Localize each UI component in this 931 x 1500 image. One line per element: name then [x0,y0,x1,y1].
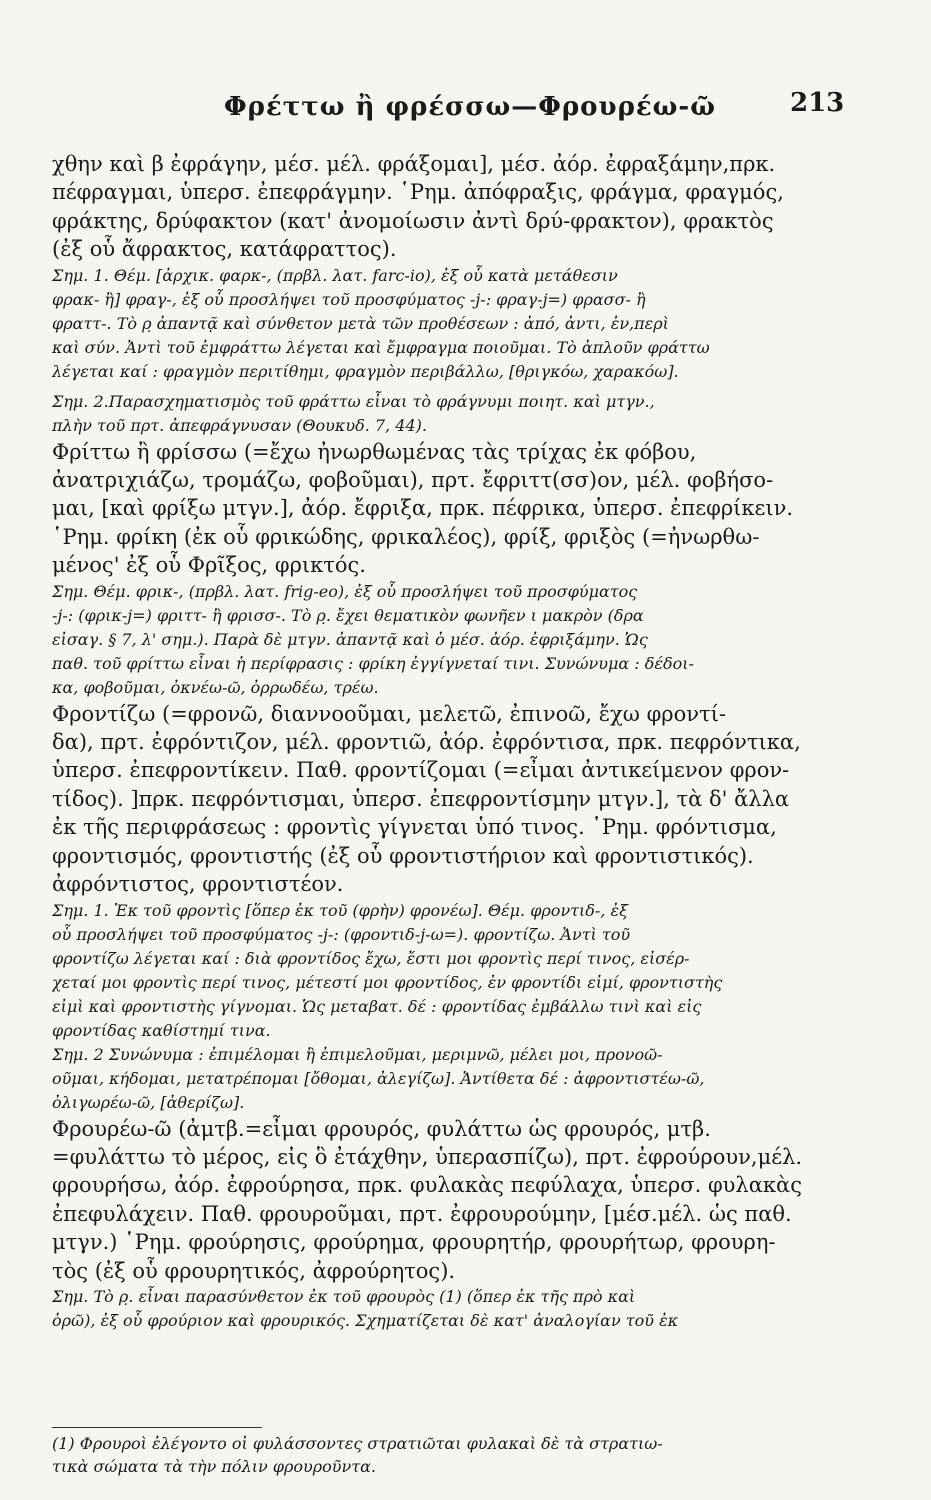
text-line: Φρίττω ἢ φρίσσω (=ἔχω ἠνωρθωμένας τὰς τρίχας ἐκ φόβου, [52,439,697,464]
note-line: Σημ. 1. Ἐκ τοῦ φροντὶς [ὅπερ ἐκ τοῦ (φρὴν) φρονέω]. Θέμ. φροντιδ-, ἐξ [52,900,628,920]
note-line: οῦμαι, κήδομαι, μετατρέπομαι [ὄθομαι, ἀλεγίζω]. Ἀντίθετα δέ : ἀφροντιστέω-ῶ, [52,1068,705,1088]
text-line: τίδος). ]πρκ. πεφρόντισμαι, ὑπερσ. ἐπεφροντίσμην μτγν.], τὰ δ' ἄλλα [52,786,790,811]
note-line: φραττ-. Τὸ ρ̣ ἀπαντᾷ καὶ σύνθετον μετὰ τῶν προθέσεων : ἀπό, ἀντι, ἐν,περὶ [52,313,669,333]
note-line: λέγεται καί : φραγμὸν περιτίθημι, φραγμὸν περιβάλλω, [θριγκόω, χαρακόω]. [52,361,679,381]
text-line: μαι, [καὶ φρίξω μτγν.], ἀόρ. ἔφριξα, πρκ. πέφρικα, ὑπερσ. ἐπεφρίκειν. [52,496,794,521]
footnote [52,1432,860,1478]
note-line: ὀλιγωρέω-ῶ, [ἀθερίζω]. [52,1092,245,1112]
text-line: μτγν.) ῾Ρημ. φρούρησις, φρούρημα, φρουρητήρ, φρουρήτωρ, φρουρη- [52,1230,776,1255]
text-line: τὸς (ἐξ οὗ φρουρητικός, ἀφρούρητος). [52,1258,456,1283]
text-line: πέφραγμαι, ὑπερσ. ἐπεφράγμην. ῾Ρημ. ἀπόφραξις, φράγμα, φραγμός, [52,180,784,205]
text-line: ἀνατριχιάζω, τρομάζω, φοβοῦμαι), πρτ. ἔφριττ(σσ)ον, μέλ. φοβήσο- [52,468,774,493]
text-line: φροντισμός, φροντιστής (ἐξ οὗ φροντιστήριον καὶ φροντιστικός). [52,843,754,868]
note-line: καὶ σύν. Ἀντὶ τοῦ ἐμφράττω λέγεται καὶ ἔμφραγμα ποιοῦμαι. Τὸ ἁπλοῦν φράττω [52,337,710,357]
note-line: πλὴν τοῦ πρτ. ἀπεφράγνυσαν (Θουκυδ. 7, 44). [52,415,427,435]
note-line: φροντίδας καθίστημί τινα. [52,1020,271,1040]
footnote-rule [52,1427,262,1428]
note-line: Σημ. Τὸ ρ̣. εἶναι παρασύνθετον ἐκ τοῦ φρουρὸς (1) (ὅπερ ἐκ τῆς πρὸ καὶ [52,1286,636,1306]
note-line: εἰσαγ. § 7, λ' σημ.). Παρὰ δὲ μτγν. ἀπαντᾷ καὶ ὁ μέσ. ἀόρ. ἐφριξάμην. Ὡς [52,629,648,649]
text-line: ἐκ τῆς περιφράσεως : φροντὶς γίγνεται ὑπό τινος. ῾Ρημ. φρόντισμα, [52,815,777,840]
note-line: ὁρῶ), ἐξ οὗ φρούριον καὶ φρουρικός. Σχηματίζεται δὲ κατ' ἀναλογίαν τοῦ ἐκ [52,1310,679,1330]
note-line: -j-: (φρικ-j=) φριττ- ἢ φρισσ-. Τὸ ρ̣. ἔχει θεματικὸν φωνῆεν ι μακρὸν (δρα [52,605,644,625]
note-line: φροντίζω λέγεται καί : διὰ φροντίδος ἔχω, ἔστι μοι φροντὶς περί τινος, εἰσέρ- [52,948,690,968]
text-line: ῾Ρημ. φρίκη (ἐκ οὗ φρικώδης, φρικαλέος), φρίξ, φριξὸς (=ἠνωρθω- [52,524,760,549]
text-line: ἀφρόντιστος, φροντιστέον. [52,872,344,897]
note-line: παθ. τοῦ φρίττω εἶναι ἡ περίφρασις : φρίκη ἐγγίγνεταί τινι. Συνώνυμα : δέδοι- [52,653,694,673]
page-number: 213 [790,88,845,118]
note-line: Σημ. 2 Συνώνυμα : ἐπιμέλομαι ἢ ἐπιμελοῦμαι, μεριμνῶ, μέλει μοι, προνοῶ- [52,1044,663,1064]
note-line: οὗ προσλήψει τοῦ προσφύματος -j-: (φροντιδ-j-ω=). φροντίζω. Ἀντὶ τοῦ [52,924,631,944]
note-line: φρακ- ἢ] φραγ-, ἐξ οὗ προσλήψει τοῦ προσφύματος -j-: φραγ-j=) φρασσ- ἢ [52,289,646,309]
body-text [52,150,860,1333]
text-line: ὑπερσ. ἐπεφροντίκειν. Παθ. φροντίζομαι (=εἶμαι ἀντικείμενον φρον- [52,758,790,783]
text-line: χθην καὶ β ἐφράγην, μέσ. μέλ. φράξομαι], μέσ. ἀόρ. ἐφραξάμην,πρκ. [52,152,776,176]
text-line: Φρουρέω-ῶ (ἀμτβ.=εἶμαι φρουρός, φυλάττω ὡς φρουρός, μτβ. [52,1116,711,1141]
footnote-line: (1) Φρουροὶ ἐλέγοντο οἱ φυλάσσοντες στρατιῶται φυλακαὶ δὲ τὰ στρατιω- [52,1434,663,1453]
note-line: Σημ. 2.Παρασχηματισμὸς τοῦ φράττω εἶναι τὸ φράγνυμι ποιητ. καὶ μτγν., [52,391,655,411]
note-line: χεταί μοι φροντὶς περί τινος, μέτεστί μοι φροντίδος, ἐν φροντίδι εἰμί, φροντιστὴς [52,972,723,992]
note-line: εἰμὶ καὶ φροντιστὴς γίγνομαι. Ὡς μεταβατ. δέ : φροντίδας ἐμβάλλω τινὶ καὶ εἰς [52,996,702,1016]
running-head-title: Φρέττω ἢ φρέσσω—Φρουρέω-ῶ [224,92,716,122]
text-line: φράκτης, δρύφακτον (κατ' ἀνομοίωσιν ἀντὶ δρύ-φρακτον), φρακτὸς [52,208,774,233]
text-line: μένος' ἐξ οὗ Φρῖξος, φρικτός. [52,553,366,578]
text-line: ἐπεφυλάχειν. Παθ. φρουροῦμαι, πρτ. ἐφρουρούμην, [μέσ.μέλ. ὡς παθ. [52,1201,792,1226]
text-line: φρουρήσω, ἀόρ. ἐφρούρησα, πρκ. φυλακὰς πεφύλαχα, ὑπερσ. φυλακὰς [52,1173,802,1198]
footnote-line: τικὰ σώματα τὰ τὴν πόλιν φρουροῦντα. [52,1457,376,1476]
note-line: κα, φοβοῦμαι, ὀκνέω-ῶ, ὀρρωδέω, τρέω. [52,677,379,697]
note-line: Σημ. 1. Θέμ. [ἀρχικ. φαρκ-, (πρβλ. λατ. farc-io), ἐξ οὗ κατὰ μετάθεσιν [52,265,618,285]
text-line: =φυλάττω τὸ μέρος, εἰς ὃ ἐτάχθην, ὑπερασπίζω), πρτ. ἐφρούρουν,μέλ. [52,1144,803,1169]
note-line: Σημ. Θέμ. φρικ-, (πρβλ. λατ. frig-eo), ἐξ οὗ προσλήψει τοῦ προσφύματος [52,581,638,601]
text-line: Φροντίζω (=φρονῶ, διαννοοῦμαι, μελετῶ, ἐπινοῶ, ἔχω φροντί- [52,701,726,726]
text-line: δα), πρτ. ἐφρόντιζον, μέλ. φροντιῶ, ἀόρ. ἐφρόντισα, πρκ. πεφρόντικα, [52,730,801,755]
text-line: (ἐξ οὗ ἄφρακτος, κατάφραττος). [52,237,397,262]
